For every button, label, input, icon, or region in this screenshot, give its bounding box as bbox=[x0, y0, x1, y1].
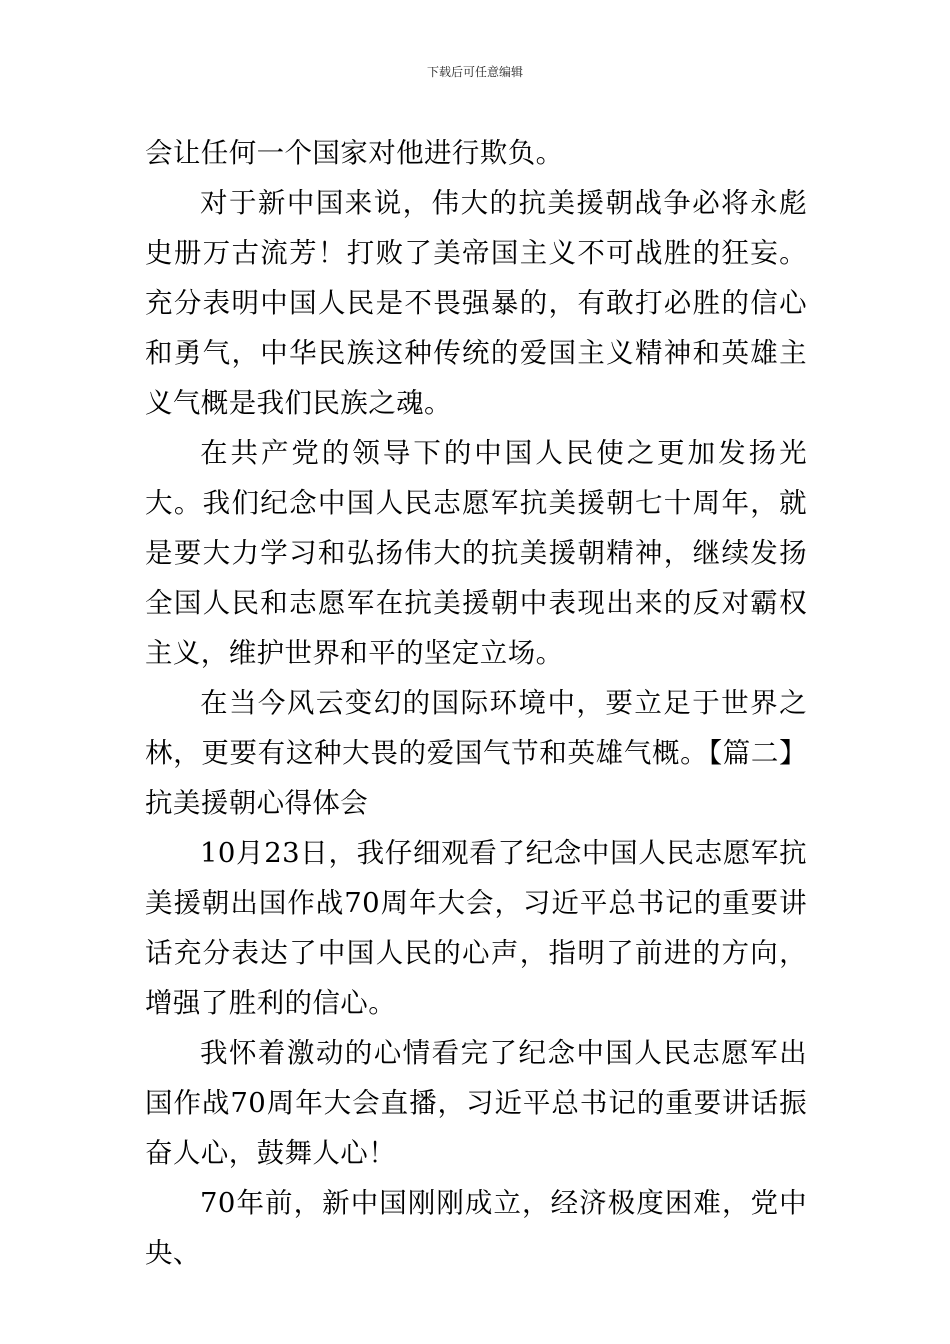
paragraph-continuation: 会让任何一个国家对他进行欺负。 bbox=[145, 137, 564, 169]
header-note: 下载后可任意编辑 bbox=[426, 65, 523, 79]
paragraph: 我怀着激动的心情看完了纪念中国人民志愿军出国作战70周年大会直播，习近平总书记的重要讲话振奋人心，鼓舞人心！ bbox=[145, 1037, 807, 1169]
document-body bbox=[145, 128, 807, 1278]
paragraph: 10月23日，我仔细观看了纪念中国人民志愿军抗美援朝出国作战70周年大会，习近平总书记的重要讲话充分表达了中国人民的心声，指明了前进的方向，增强了胜利的信心。 bbox=[145, 837, 807, 1019]
paragraph: 对于新中国来说，伟大的抗美援朝战争必将永彪史册万古流芳！打败了美帝国主义不可战胜的狂妄。充分表明中国人民是不畏强暴的，有敢打必胜的信心和勇气，中华民族这种传统的爱国主义精神和英雄主义气概是我们民族之魂。 bbox=[145, 187, 807, 419]
paragraph: 在当今风云变幻的国际环境中，要立足于世界之林，更要有这种大畏的爱国气节和英雄气概。【篇二】抗美援朝心得体会 bbox=[145, 687, 807, 819]
paragraph: 在共产党的领导下的中国人民使之更加发扬光大。我们纪念中国人民志愿军抗美援朝七十周年，就是要大力学习和弘扬伟大的抗美援朝精神，继续发扬全国人民和志愿军在抗美援朝中表现出来的反对霸权主义，维护世界和平的坚定立场。 bbox=[145, 437, 807, 669]
paragraph: 70年前，新中国刚刚成立，经济极度困难，党中央、 bbox=[145, 1187, 807, 1269]
